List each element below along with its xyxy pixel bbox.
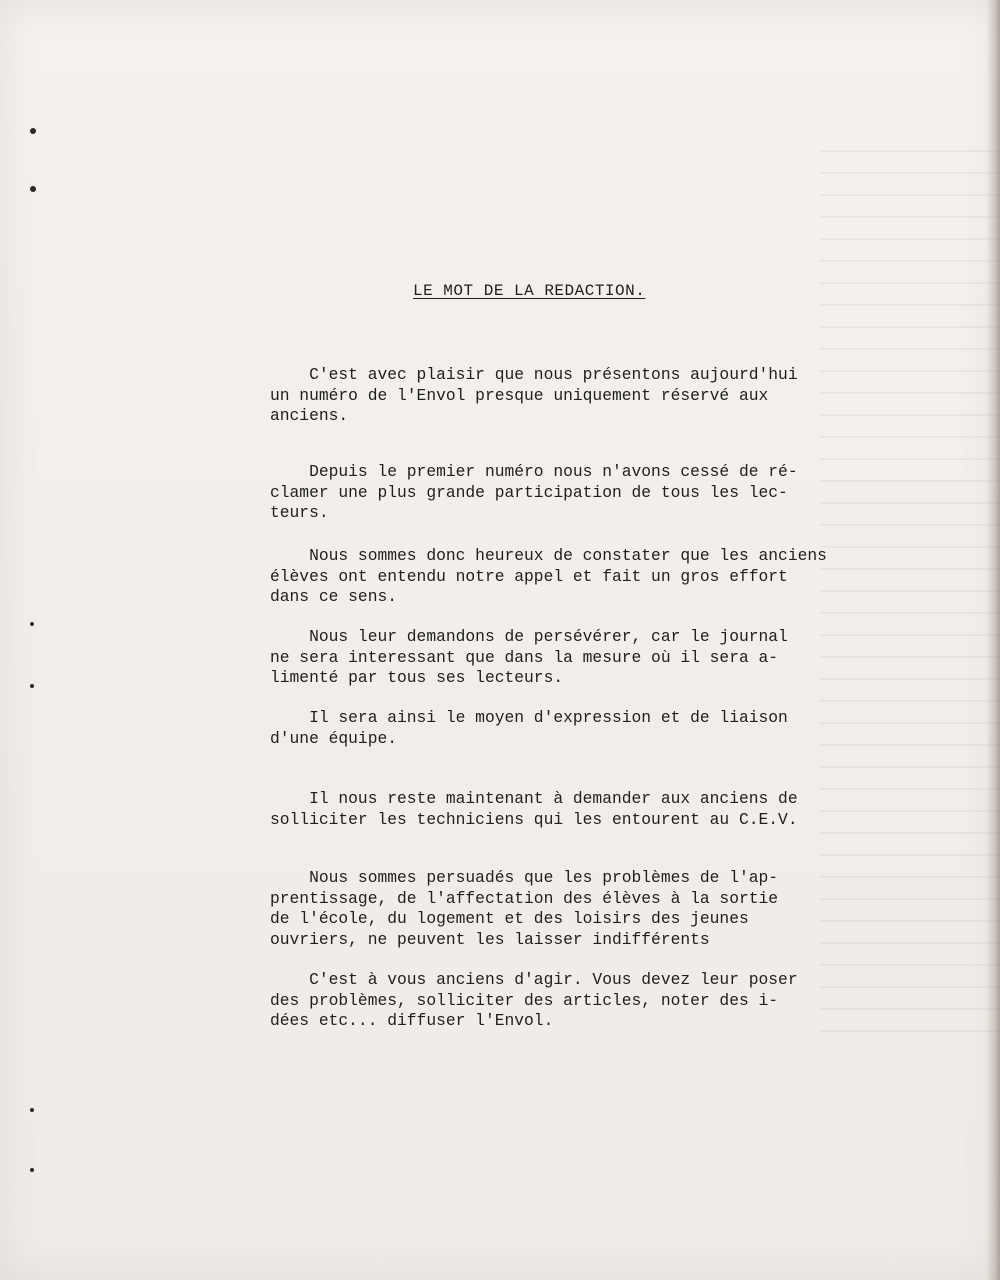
binder-hole xyxy=(30,1108,34,1112)
text-line: clamer une plus grande participation de tous les lec- xyxy=(270,482,788,502)
binder-hole xyxy=(30,684,34,688)
paragraph xyxy=(270,970,850,1032)
text-line: ouvriers, ne peuvent les laisser indifférents xyxy=(270,929,710,949)
text-line: solliciter les techniciens qui les entourent au C.E.V. xyxy=(270,809,798,829)
text-line: anciens. xyxy=(270,406,349,425)
text-line: C'est à vous anciens d'agir. Vous devez leur poser xyxy=(270,970,798,989)
paragraph xyxy=(270,462,850,524)
text-line: dées etc... diffuser l'Envol. xyxy=(270,1011,554,1030)
text-line: des problèmes, solliciter des articles, noter des i- xyxy=(270,990,779,1010)
text-line: Nous sommes donc heureux de constater que les anciens xyxy=(270,546,827,565)
binder-hole xyxy=(30,1168,34,1172)
page-title: LE MOT DE LA REDACTION. xyxy=(413,282,646,300)
binder-hole xyxy=(30,128,36,134)
text-line: Il nous reste maintenant à demander aux anciens de xyxy=(270,789,798,808)
paragraph xyxy=(270,708,850,749)
text-line: Depuis le premier numéro nous n'avons cessé de ré- xyxy=(270,462,798,481)
paragraph xyxy=(270,365,850,427)
text-line: Nous leur demandons de persévérer, car le journal xyxy=(270,627,788,646)
text-line: Il sera ainsi le moyen d'expression et de liaison xyxy=(270,708,788,727)
text-line: limenté par tous ses lecteurs. xyxy=(270,668,564,687)
text-line: ne sera interessant que dans la mesure où il sera a- xyxy=(270,647,779,667)
binder-hole xyxy=(30,622,34,626)
text-line: dans ce sens. xyxy=(270,587,398,606)
text-line: prentissage, de l'affectation des élèves à la sortie xyxy=(270,888,779,908)
text-line: un numéro de l'Envol presque uniquement réservé aux xyxy=(270,385,769,405)
text-line: Nous sommes persuadés que les problèmes de l'ap- xyxy=(270,868,779,887)
paragraph xyxy=(270,789,850,830)
text-line: de l'école, du logement et des loisirs des jeunes xyxy=(270,909,749,928)
text-line: élèves ont entendu notre appel et fait un gros effort xyxy=(270,566,788,586)
paragraph xyxy=(270,627,850,689)
paragraph xyxy=(270,546,850,608)
paragraph xyxy=(270,868,850,950)
page-edge-shadow xyxy=(986,0,1000,1280)
text-line: C'est avec plaisir que nous présentons aujourd'hui xyxy=(270,365,798,384)
text-line: d'une équipe. xyxy=(270,728,398,748)
binder-hole xyxy=(30,186,36,192)
text-line: teurs. xyxy=(270,503,329,522)
